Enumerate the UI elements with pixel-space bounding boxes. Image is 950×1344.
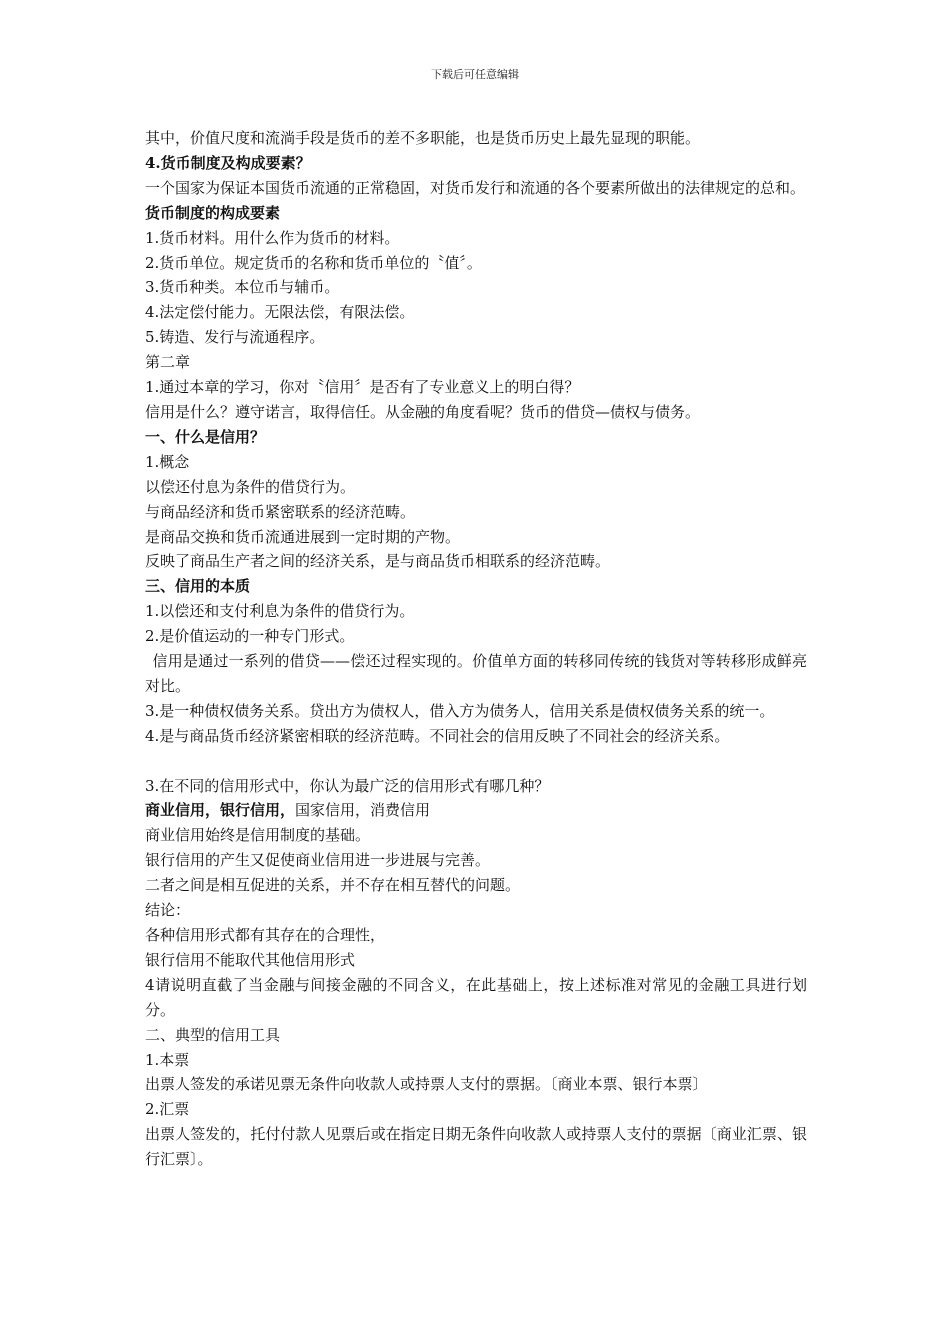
heading-monetary-elements: 货币制度的构成要素 xyxy=(145,203,281,222)
paragraph-22: 信用是通过一系列的借贷——偿还过程实现的。价值单方面的转移同传统的钱货对等转移形成鲜亮对比。 xyxy=(145,652,807,695)
list-item: 3.货币种类。本位币与辅币。 xyxy=(145,278,340,297)
list-item: 1.货币材料。用什么作为货币的材料。 xyxy=(145,228,400,247)
paragraph-1: 其中，价值尺度和流淌手段是货币的差不多职能，也是货币历史上最先显现的职能。 xyxy=(145,129,701,147)
list-item: 1.概念 xyxy=(145,452,190,471)
heading-credit-essence: 三、信用的本质 xyxy=(145,577,251,596)
heading-what-is-credit: 一、什么是信用？ xyxy=(145,427,266,446)
paragraph-33: 银行信用不能取代其他信用形式 xyxy=(145,950,356,969)
list-item: 2.是价值运动的一种专门形式。 xyxy=(145,627,355,646)
paragraph-32: 各种信用形式都有其存在的合理性， xyxy=(145,925,386,944)
paragraph-29: 银行信用的产生又促使商业信用进一步进展与完善。 xyxy=(145,851,491,870)
paragraph-17: 是商品交换和货币流通进展到一定时期的产物。 xyxy=(145,527,461,546)
paragraph-3: 一个国家为保证本国货币流通的正常稳固，对货币发行和流通的各个要素所做出的法律规定的总和。 xyxy=(145,178,806,197)
credit-forms-tail: 国家信用，消费信用 xyxy=(295,801,431,820)
conclusion-label: 结论： xyxy=(145,901,191,920)
paragraph-16: 与商品经济和货币紧密联系的经济范畴。 xyxy=(145,502,416,521)
list-item: 3.是一种债权债务关系。贷出方为债权人，借入方为债务人，信用关系是债权债务关系的统一。 xyxy=(145,701,775,720)
list-item: 4.法定偿付能力。无限法偿，有限法偿。 xyxy=(145,303,415,322)
chapter-title: 第二章 xyxy=(145,353,191,372)
list-item: 1.本票 xyxy=(145,1050,190,1069)
bold-credit-forms: 商业信用，银行信用， xyxy=(145,801,296,820)
paragraph-15: 以偿还付息为条件的借贷行为。 xyxy=(145,477,356,496)
list-item: 5.铸造、发行与流通程序。 xyxy=(145,328,325,347)
heading-monetary-system: 4.货币制度及构成要素？ xyxy=(145,153,311,172)
paragraph-30: 二者之间是相互促进的关系，并不存在相互替代的问题。 xyxy=(145,876,521,895)
paragraph-37: 出票人签发的承诺见票无条件向收款人或持票人支付的票据。〔商业本票、银行本票〕 xyxy=(145,1075,708,1094)
paragraph-39: 出票人签发的，托付付款人见票后或在指定日期无条件向收款人或持票人支付的票据〔商业汇票、银行汇票〕。 xyxy=(145,1125,807,1169)
list-item: 2.货币单位。规定货币的名称和货币单位的〝值〞。 xyxy=(145,253,482,272)
paragraph-credit-forms xyxy=(145,798,807,823)
list-item: 2.汇票 xyxy=(145,1100,190,1119)
question-credit-forms: 3.在不同的信用形式中，你认为最广泛的信用形式有哪几种？ xyxy=(145,776,550,795)
heading-credit-instruments: 二、典型的信用工具 xyxy=(145,1025,281,1044)
paragraph-12: 信用是什么？遵守诺言，取得信任。从金融的角度看呢？货币的借贷—债权与债务。 xyxy=(145,402,701,421)
blank-line xyxy=(145,749,807,774)
list-item: 1.以偿还和支付利息为条件的借贷行为。 xyxy=(145,602,415,621)
document-body xyxy=(145,126,807,1172)
page-header: 下载后可任意编辑 xyxy=(431,68,519,81)
paragraph-18: 反映了商品生产者之间的经济关系，是与商品货币相联系的经济范畴。 xyxy=(145,552,611,571)
list-item: 4.是与商品货币经济紧密相联的经济范畴。不同社会的信用反映了不同社会的经济关系。 xyxy=(145,726,730,745)
paragraph-11: 1.通过本章的学习，你对〝信用〞是否有了专业意义上的明白得？ xyxy=(145,378,580,397)
paragraph-28: 商业信用始终是信用制度的基础。 xyxy=(145,826,371,845)
question-direct-indirect-finance: 4请说明直截了当金融与间接金融的不同含义，在此基础上，按上述标准对常见的金融工具进行划分。 xyxy=(145,975,807,1019)
